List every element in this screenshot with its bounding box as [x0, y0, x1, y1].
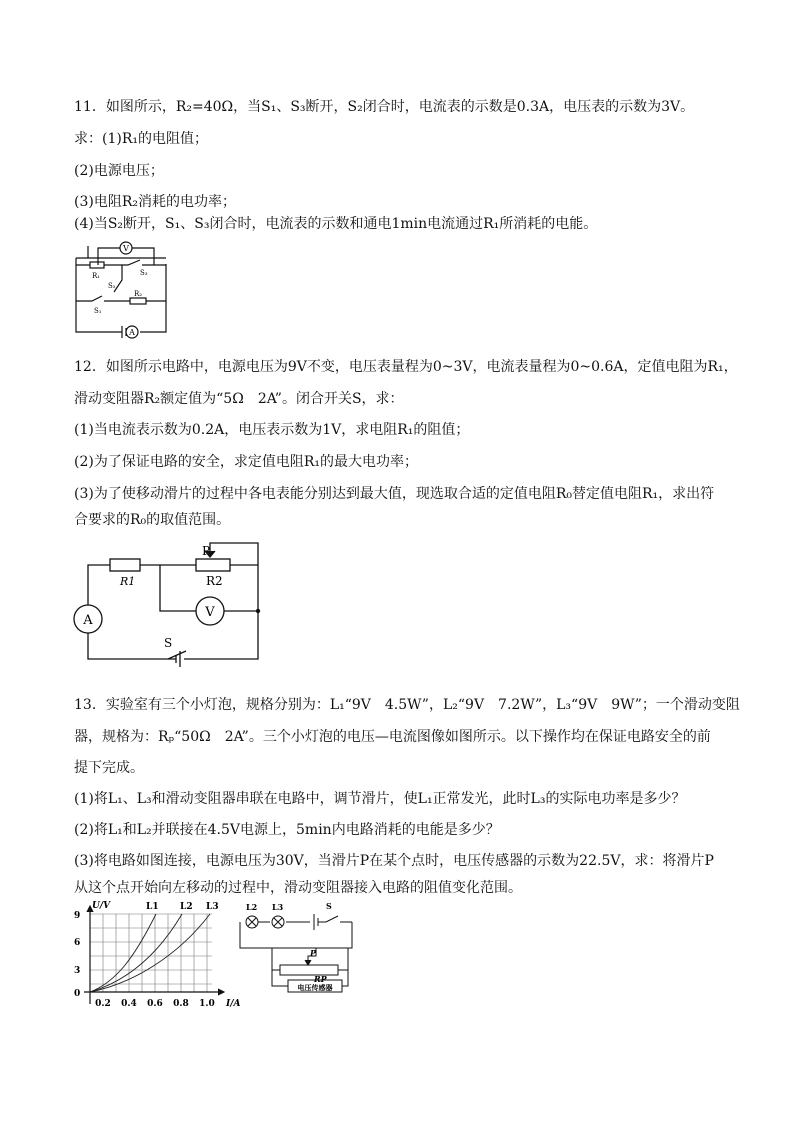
q13-circuit-diagram	[232, 900, 362, 1000]
q13-line3: 提下完成。	[74, 760, 144, 776]
q12-line1: 12．如图所示电路中，电源电压为9V不变，电压表量程为0~3V，电流表量程为0~0.6A，定值电阻为R₁，	[74, 359, 738, 375]
y-tick-6: 6	[74, 938, 81, 948]
lamp-l3-label: L3	[272, 902, 284, 912]
slider-p-label: P	[202, 544, 211, 558]
s2-label: S₂	[108, 282, 116, 290]
x-axis-label: I/A	[226, 999, 241, 1009]
q12-line2: 滑动变阻器R₂额定值为“5Ω 2A”。闭合开关S，求：	[74, 391, 404, 407]
q11-part4: (4)当S₂断开，S₁、S₃闭合时，电流表的示数和通电1min电流通过R₁所消耗的电能。	[74, 216, 598, 232]
r2-label: R₂	[134, 290, 143, 298]
q13-ui-graph	[66, 898, 256, 1012]
lamp-l2-label: L2	[246, 902, 258, 912]
ammeter-label: A	[83, 613, 93, 628]
q11-part3: (3)电阻R₂消耗的电功率；	[74, 194, 236, 210]
r1-label: R1	[120, 575, 136, 588]
x-tick-0.4: 0.4	[121, 999, 137, 1009]
q12-part1: (1)当电流表示数为0.2A，电压表示数为1V，求电阻R₁的阻值；	[74, 422, 470, 438]
x-tick-0.8: 0.8	[173, 999, 189, 1009]
q12-part2: (2)为了保证电路的安全，求定值电阻R₁的最大电功率；	[74, 454, 418, 470]
q11-ask: 求：(1)R₁的电阻值；	[74, 131, 208, 147]
switch-s-label: S	[326, 901, 332, 911]
y-axis-label: U/V	[92, 901, 111, 911]
curve-l3-label: L3	[206, 902, 219, 912]
y-tick-9: 9	[74, 911, 81, 921]
r1-label: R₁	[92, 272, 101, 280]
r2-label: R2	[206, 574, 223, 588]
q12-part3a: (3)为了使移动滑片的过程中各电表能分别达到最大值，现选取合适的定值电阻R₀替定值电阻R₁，求出符	[74, 486, 715, 502]
q12-part3b: 合要求的R₀的取值范围。	[74, 512, 231, 528]
voltmeter-label: V	[205, 605, 215, 620]
s1-label: S₁	[94, 307, 102, 315]
curve-l1	[90, 914, 156, 992]
rheostat-label: RP	[314, 974, 327, 984]
curve-l2-label: L2	[180, 902, 193, 912]
switch-s-label: S	[164, 636, 173, 650]
slider-p-label: P	[310, 948, 317, 958]
ammeter-label: A	[129, 328, 135, 337]
q11-circuit-diagram	[68, 238, 180, 340]
y-tick-3: 3	[74, 966, 81, 976]
q13-part3a: (3)将电路如图连接，电源电压为30V，当滑片P在某个点时，电压传感器的示数为22.5V，求：将滑片P	[74, 853, 714, 869]
curve-l1-label: L1	[146, 902, 159, 912]
x-tick-1.0: 1.0	[199, 999, 215, 1009]
q11-stem: 11．如图所示，R₂=40Ω，当S₁、S₃断开，S₂闭合时，电流表的示数是0.3A，电压表的示数为3V。	[74, 99, 695, 115]
x-tick-0.2: 0.2	[95, 999, 111, 1009]
q13-line1: 13．实验室有三个小灯泡，规格分别为：L₁“9V 4.5W”，L₂“9V 7.2W”，L₃“9V 9W”；一个滑动变阻	[74, 697, 740, 713]
q13-part1: (1)将L₁、L₃和滑动变阻器串联在电路中，调节滑片，使L₁正常发光，此时L₃的实际电功率是多少？	[74, 791, 686, 807]
q13-part2: (2)将L₁和L₂并联接在4.5V电源上，5min内电路消耗的电能是多少？	[74, 822, 500, 838]
q12-circuit-diagram	[68, 535, 268, 667]
q11-part2: (2)电源电压；	[74, 163, 164, 179]
voltmeter-label: V	[123, 244, 129, 253]
voltage-sensor-label: 电压传感器	[297, 983, 333, 992]
s3-label: S₃	[140, 269, 148, 277]
q13-line2: 器，规格为：Rₚ“50Ω 2A”。三个小灯泡的电压—电流图像如图所示。以下操作均在保证电路安全的前	[74, 729, 711, 745]
y-tick-0: 0	[74, 989, 81, 999]
x-tick-0.6: 0.6	[147, 999, 163, 1009]
q13-part3b: 从这个点开始向左移动的过程中，滑动变阻器接入电路的阻值变化范围。	[74, 880, 522, 896]
